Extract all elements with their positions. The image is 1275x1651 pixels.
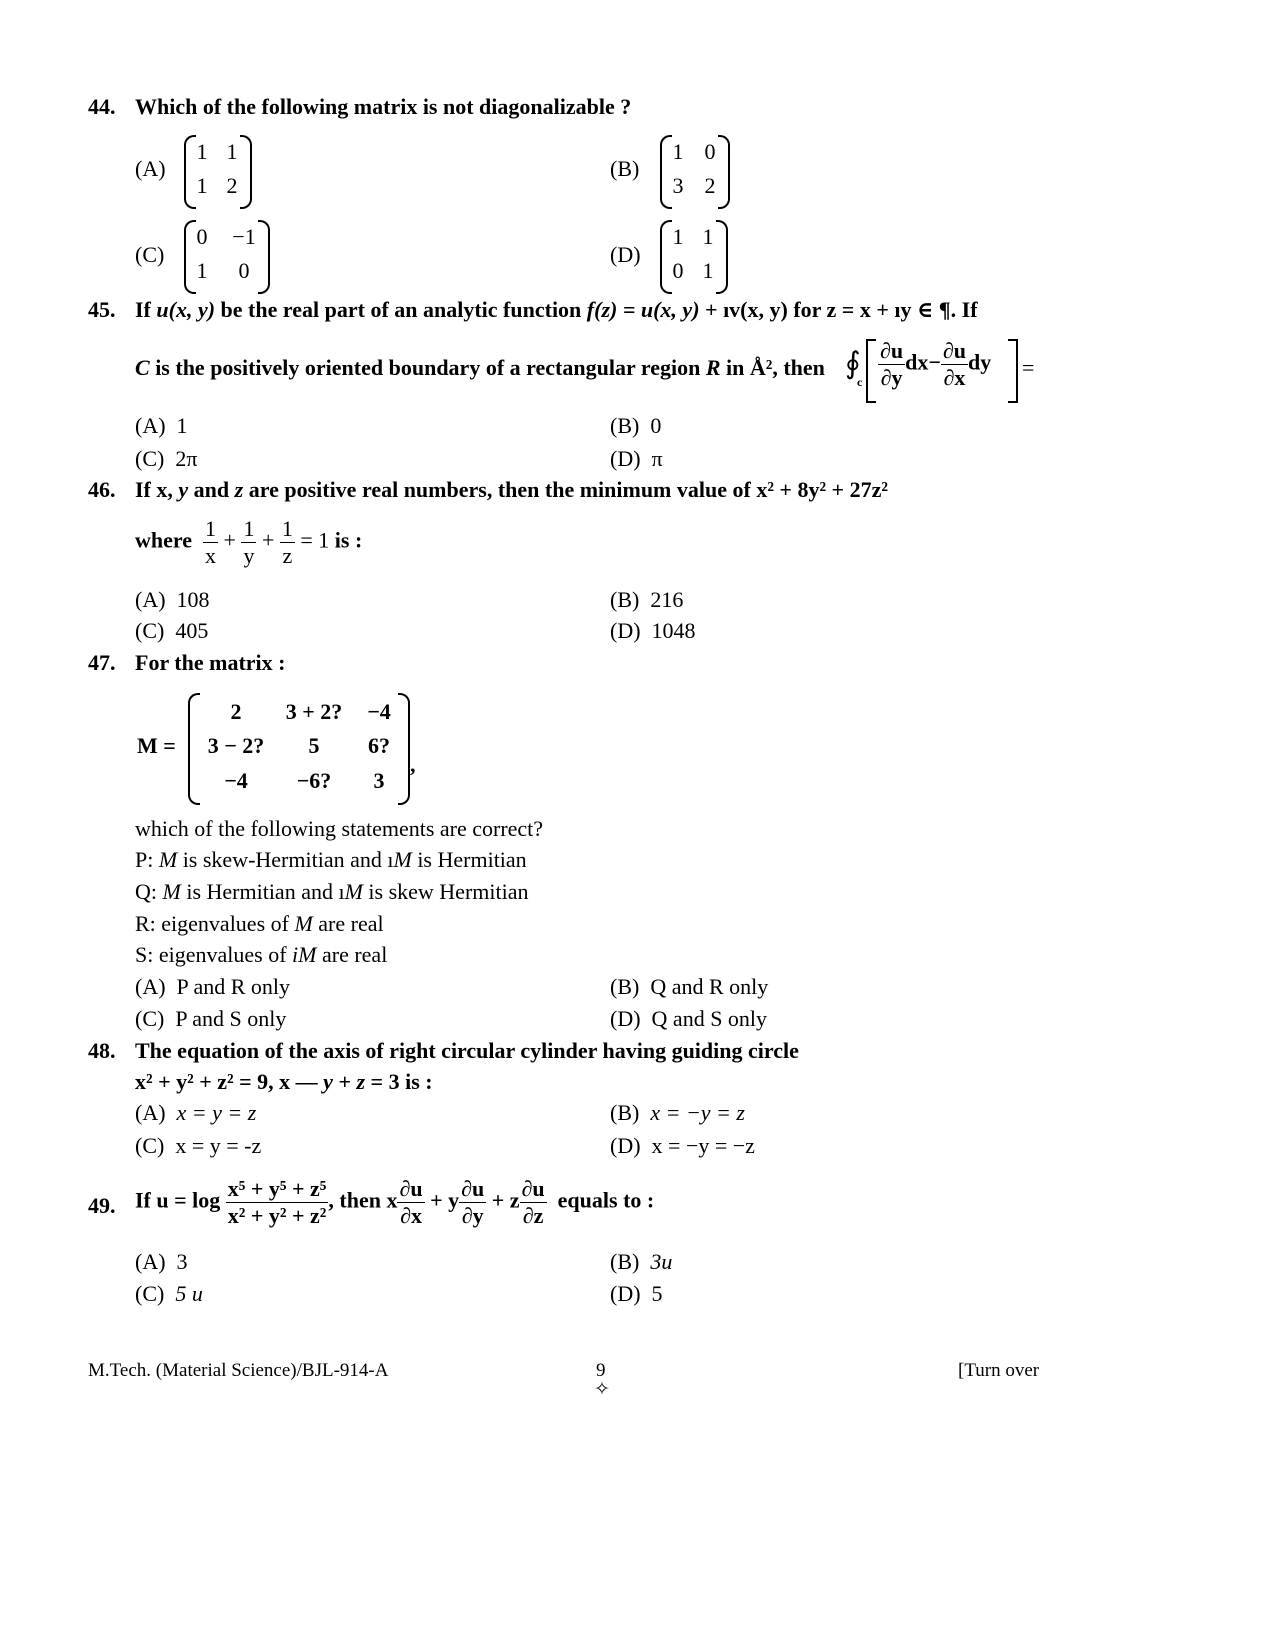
option-47-b: (B) Q and R only xyxy=(610,974,769,999)
option-46-c: (C) 405 xyxy=(135,618,209,643)
text-run: + y xyxy=(430,1187,460,1213)
matrix-44-b xyxy=(660,135,730,205)
text-run: in Å², then xyxy=(720,355,825,380)
fraction-1-x: $\frac{1}{x}$ xyxy=(205,516,217,568)
text-run: y xyxy=(323,1069,333,1094)
matrix-cell: −6? xyxy=(296,768,332,793)
statement-s: S: eigenvalues of iM are real xyxy=(135,942,388,967)
question-number-47: 47. xyxy=(88,650,116,675)
text-run: is : xyxy=(334,527,363,553)
option-44-b-label: (B) xyxy=(610,156,640,181)
statement-q: Q: M is Hermitian and ıM is skew Hermitian xyxy=(135,879,529,904)
matrix-m xyxy=(188,693,410,801)
text-run: = 1 xyxy=(300,527,330,553)
option-49-d: (D) 5 xyxy=(610,1281,663,1306)
fraction-du-dy: $\frac{\partial u}{\partial y}$ xyxy=(880,338,904,390)
question-number-44: 44. xyxy=(88,94,116,119)
option-49-c: (C) 5 u xyxy=(135,1281,203,1306)
right-bracket xyxy=(1008,339,1018,403)
matrix-cell: 1 xyxy=(196,139,208,164)
matrix-cell: −4 xyxy=(367,699,391,724)
text-run: x xyxy=(386,1187,398,1213)
matrix-cell: 1 xyxy=(702,224,714,249)
page-number: 9 xyxy=(596,1360,606,1381)
question-47-text: For the matrix : xyxy=(135,650,286,675)
statement-p: P: M is skew-Hermitian and ıM is Hermitian xyxy=(135,847,527,872)
text-run: R xyxy=(705,355,721,380)
option-47-d: (D) Q and S only xyxy=(610,1006,768,1031)
text-run: are positive real numbers, then the minimum value of x² + 8y² + 27z² xyxy=(243,477,888,502)
option-48-c: (C) x = y = -z xyxy=(135,1133,262,1158)
star-icon: ✧ xyxy=(594,1379,610,1400)
matrix-cell: 3 xyxy=(672,173,684,198)
matrix-cell: 6? xyxy=(368,733,390,758)
question-46-line-1 xyxy=(135,477,888,503)
option-45-a: (A) 1 xyxy=(135,413,188,438)
matrix-cell: 1 xyxy=(196,258,208,283)
option-48-d: (D) x = −y = −z xyxy=(610,1133,755,1158)
statement-r: R: eigenvalues of M are real xyxy=(135,911,384,936)
option-46-a: (A) 108 xyxy=(135,587,210,612)
option-45-d: (D) π xyxy=(610,446,663,471)
text-run: where xyxy=(135,527,193,553)
fraction-du-dz: $\frac{\partial u}{\partial z}$ xyxy=(521,1176,545,1228)
matrix-cell: 0 xyxy=(196,224,208,249)
matrix-cell: −1 xyxy=(232,224,256,249)
option-47-c: (C) P and S only xyxy=(135,1006,287,1031)
question-number-48: 48. xyxy=(88,1038,116,1063)
text-run: z xyxy=(234,477,244,502)
fraction-du-dy: $\frac{\partial u}{\partial y}$ xyxy=(461,1176,485,1228)
matrix-m-label: M = xyxy=(137,733,176,758)
matrix-cell: 0 xyxy=(704,139,716,164)
option-44-c-label: (C) xyxy=(135,242,165,267)
contour-integral-symbol: ∮ xyxy=(845,347,861,380)
question-48-line-2 xyxy=(135,1069,433,1095)
matrix-cell: 1 xyxy=(226,139,238,164)
option-49-b: (B) 3u xyxy=(610,1249,673,1274)
text-run: z xyxy=(356,1069,366,1094)
fraction-1-z: $\frac{1}{z}$ xyxy=(281,516,293,568)
text-run: u(x, y) xyxy=(156,297,216,322)
plus-sign: + xyxy=(223,527,236,553)
option-45-c: (C) 2π xyxy=(135,446,198,471)
matrix-44-c xyxy=(184,220,270,290)
text-run: x² + y² + z² = 9, x — xyxy=(135,1069,324,1094)
option-46-d: (D) 1048 xyxy=(610,618,696,643)
matrix-cell: −4 xyxy=(224,768,248,793)
matrix-cell: 3 xyxy=(373,768,385,793)
matrix-cell: 3 + 2? xyxy=(285,699,343,724)
text-run: is the positively oriented boundary of a rectangular region xyxy=(149,355,706,380)
text-run: be the real part of an analytic function xyxy=(215,297,587,322)
question-48-line-1: The equation of the axis of right circular cylinder having guiding circle xyxy=(135,1038,799,1063)
question-49-expression xyxy=(135,1176,654,1229)
question-number-45: 45. xyxy=(88,297,116,322)
option-46-b: (B) 216 xyxy=(610,587,684,612)
fraction-du-dx: $\frac{\partial u}{\partial x}$ xyxy=(399,1176,423,1228)
matrix-cell: 2 xyxy=(704,173,716,198)
matrix-cell: 1 xyxy=(672,139,684,164)
question-46-line-2 xyxy=(135,516,362,569)
integrand xyxy=(878,338,991,391)
text-run: If x, xyxy=(135,477,179,502)
matrix-cell: 2 xyxy=(226,173,238,198)
text-run: + z xyxy=(491,1187,520,1213)
left-bracket xyxy=(866,339,876,403)
fraction-du-dx: $\frac{\partial u}{\partial x}$ xyxy=(942,338,966,390)
question-number-46: 46. xyxy=(88,477,116,502)
footer-exam-code: M.Tech. (Material Science)/BJL-914-A xyxy=(88,1360,389,1381)
option-48-b: (B) x = −y = z xyxy=(610,1100,745,1125)
matrix-comma: , xyxy=(410,752,416,777)
text-run: If xyxy=(135,297,157,322)
question-47-which: which of the following statements are correct? xyxy=(135,816,544,841)
text-run: = 3 is : xyxy=(365,1069,433,1094)
matrix-44-d xyxy=(660,220,728,290)
option-45-b: (B) 0 xyxy=(610,413,662,438)
text-run: y xyxy=(178,477,189,502)
integral-subscript: c xyxy=(857,375,863,389)
matrix-cell: 5 xyxy=(308,733,320,758)
text-run: + xyxy=(332,1069,357,1094)
text-run: dx− xyxy=(905,349,941,375)
matrix-cell: 0 xyxy=(672,258,684,283)
question-44-text: Which of the following matrix is not diagonalizable ? xyxy=(135,94,632,119)
text-run: and xyxy=(188,477,235,502)
option-48-a: (A) x = y = z xyxy=(135,1100,257,1125)
matrix-cell: 1 xyxy=(702,258,714,283)
matrix-cell: 1 xyxy=(672,224,684,249)
option-49-a: (A) 3 xyxy=(135,1249,188,1274)
matrix-44-a xyxy=(184,135,252,205)
text-run: dy xyxy=(968,349,992,375)
fraction-log-argument: $\frac{\text{x⁵ + y⁵ + z⁵}}{\text{x² + y² + z²}}$ xyxy=(227,1176,327,1228)
matrix-cell: 0 xyxy=(238,258,250,283)
question-number-49: 49. xyxy=(88,1193,116,1218)
option-44-d-label: (D) xyxy=(610,242,641,267)
matrix-cell: 2 xyxy=(230,699,242,724)
equals-sign: = xyxy=(1022,355,1035,380)
matrix-cell: 1 xyxy=(196,173,208,198)
text-run: If u = log xyxy=(135,1187,221,1213)
matrix-cell: 3 − 2? xyxy=(207,733,265,758)
turn-over-note: [Turn over xyxy=(958,1360,1040,1381)
option-47-a: (A) P and R only xyxy=(135,974,291,999)
text-run: + ıv(x, y) for z = x + ıy ∈ ¶. If xyxy=(699,297,978,322)
fraction-1-y: $\frac{1}{y}$ xyxy=(243,516,255,568)
option-44-a-label: (A) xyxy=(135,156,166,181)
plus-sign: + xyxy=(261,527,275,553)
question-45-line-1 xyxy=(135,297,978,323)
text-run: equals to : xyxy=(557,1187,655,1213)
text-run: C xyxy=(135,355,150,380)
text-run: f(z) = u(x, y) xyxy=(586,297,700,322)
question-45-line-2 xyxy=(135,355,825,381)
text-run: , then xyxy=(328,1187,381,1213)
